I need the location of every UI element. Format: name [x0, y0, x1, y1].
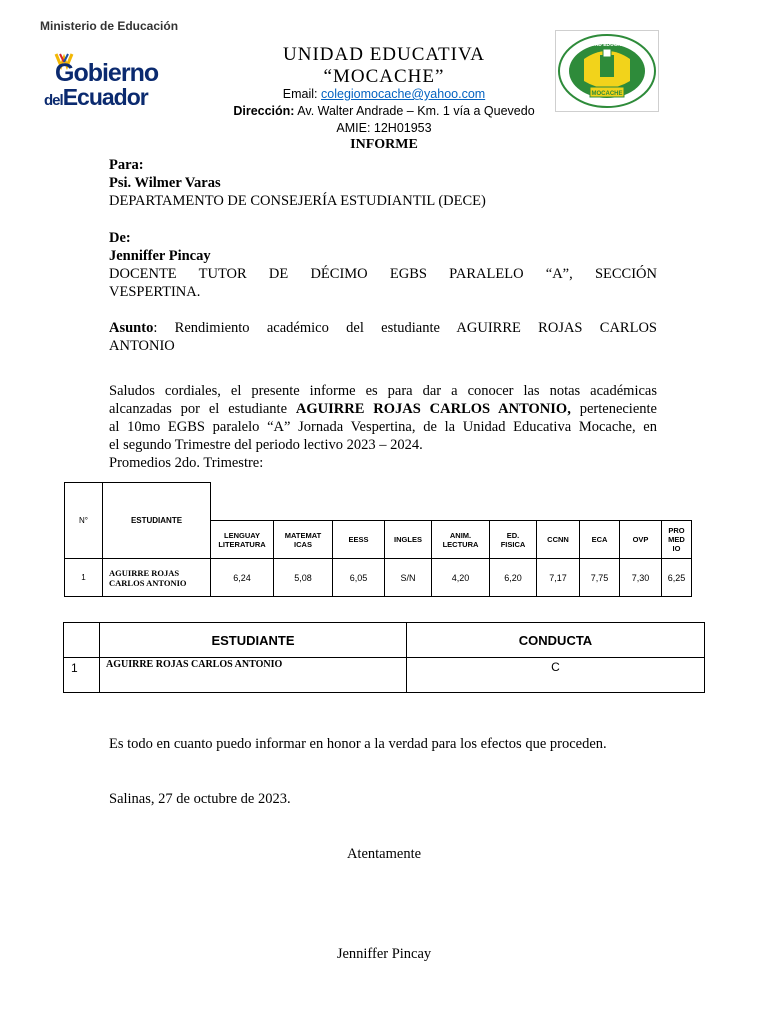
- grades-subject-header: PRO MED IO: [662, 521, 692, 559]
- grades-subject-header: EESS: [333, 521, 385, 559]
- ministerio-label: Ministerio de Educación: [40, 19, 179, 33]
- para-label: Para:: [109, 157, 144, 173]
- svg-text:MOCACHE: MOCACHE: [591, 91, 623, 97]
- grades-subject-header: MATEMAT ICAS: [274, 521, 333, 559]
- grades-subject-header: ANIM. LECTURA: [432, 521, 490, 559]
- grades-value-cell: 6,24: [211, 559, 274, 597]
- conduct-row-number: 1: [64, 658, 100, 693]
- signer-name: Jenniffer Pincay: [336, 946, 432, 962]
- conduct-header-student: ESTUDIANTE: [100, 623, 407, 658]
- asunto-line2: ANTONIO: [109, 338, 175, 354]
- email-link[interactable]: colegiomocache@yahoo.com: [321, 87, 486, 101]
- email-line: Email: colegiomocache@yahoo.com: [282, 87, 486, 101]
- closing-text: Es todo en cuanto puedo informar en honor a la verdad para los efectos que proceden.: [109, 736, 607, 752]
- conduct-row-student: AGUIRRE ROJAS CARLOS ANTONIO: [100, 658, 407, 693]
- conduct-header-conduct: CONDUCTA: [407, 623, 705, 658]
- school-name-line1: UNIDAD EDUCATIVA: [283, 44, 485, 65]
- amie-line: AMIE: 12H01953: [336, 121, 432, 135]
- para-name: Psi. Wilmer Varas: [109, 175, 221, 191]
- grades-value-cell: 6,20: [490, 559, 537, 597]
- grades-value-cell: 5,08: [274, 559, 333, 597]
- conduct-header-number: [64, 623, 100, 658]
- grades-header-student: ESTUDIANTE: [103, 483, 211, 559]
- closing-regards: Atentamente: [346, 846, 422, 862]
- closing-date: Salinas, 27 de octubre de 2023.: [109, 791, 291, 807]
- de-label: De:: [109, 230, 131, 246]
- asunto-line1: Asunto: Rendimiento académico del estudiante AGUIRRE ROJAS CARLOS: [109, 320, 657, 336]
- body-line1: Saludos cordiales, el presente informe es para dar a conocer las notas académicas: [109, 383, 657, 399]
- gobierno-text: Gobierno: [55, 59, 159, 87]
- table-row: [64, 658, 705, 693]
- grades-header-number: N°: [65, 483, 103, 559]
- body-line5: Promedios 2do. Trimestre:: [109, 455, 264, 471]
- grades-value-cell: 7,75: [580, 559, 620, 597]
- grades-value-cell: S/N: [385, 559, 432, 597]
- body-line2: alcanzadas por el estudiante AGUIRRE ROJAS CARLOS ANTONIO, perteneciente: [109, 401, 657, 417]
- school-crest-logo: [555, 30, 659, 112]
- grades-subject-header: ED. FISICA: [490, 521, 537, 559]
- grades-subject-header: LENGUAY LITERATURA: [211, 521, 274, 559]
- school-name-line2: “MOCACHE”: [323, 66, 445, 87]
- grades-subject-header: CCNN: [537, 521, 580, 559]
- body-line3: al 10mo EGBS paralelo “A” Jornada Vespertina, de la Unidad Educativa Mocache, en: [109, 419, 657, 435]
- address-line: Dirección: Av. Walter Andrade – Km. 1 vía a Quevedo: [233, 104, 535, 118]
- grades-header-spacer: [211, 483, 692, 521]
- grades-subject-header: OVP: [620, 521, 662, 559]
- grades-row-student: AGUIRRE ROJAS CARLOS ANTONIO: [103, 559, 211, 597]
- grades-subject-header: ECA: [580, 521, 620, 559]
- grades-value-cell: 4,20: [432, 559, 490, 597]
- de-role-line1: DOCENTE TUTOR DE DÉCIMO EGBS PARALELO “A”, SECCIÓN: [109, 266, 657, 282]
- ecuador-text: delEcuador: [44, 84, 148, 110]
- body-line4: el segundo Trimestre del periodo lectivo 2023 – 2024.: [109, 437, 423, 453]
- grades-row-number: 1: [65, 559, 103, 597]
- conduct-row-grade: C: [407, 658, 705, 693]
- svg-text:UNIDAD EDUCATIVA: UNIDAD EDUCATIVA: [582, 42, 632, 48]
- document-title: INFORME: [350, 137, 418, 152]
- grades-value-cell: 7,17: [537, 559, 580, 597]
- grades-value-cell: 6,05: [333, 559, 385, 597]
- de-role-line2: VESPERTINA.: [109, 284, 201, 300]
- table-row: [65, 559, 692, 597]
- de-name: Jenniffer Pincay: [109, 248, 211, 264]
- grades-value-cell: 6,25: [662, 559, 692, 597]
- grades-table: [64, 482, 692, 597]
- grades-subject-header: INGLES: [385, 521, 432, 559]
- grades-value-cell: 7,30: [620, 559, 662, 597]
- conduct-table: [63, 622, 705, 693]
- para-department: DEPARTAMENTO DE CONSEJERÍA ESTUDIANTIL (DECE): [109, 193, 486, 209]
